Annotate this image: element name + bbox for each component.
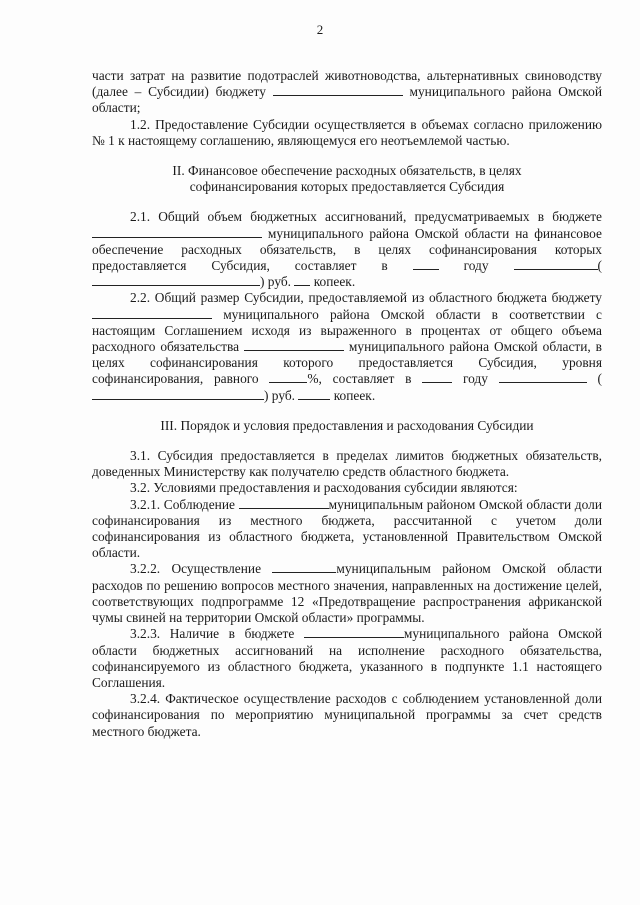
blank-line (499, 371, 587, 383)
paragraph-3-2-1: 3.2.1. Соблюдение муниципальным районом Омской области доли софинансирования из местного бюджета, рассчитанной с учетом доли софинансирования из областного бюджета, установленной Правительством Омской области. (92, 496, 602, 561)
blank-line (244, 339, 344, 351)
paragraph-3-2-4: 3.2.4. Фактическое осуществление расходов с соблюдением установленной доли софинансирования по мероприятию муниципальной программы за счет средств местного бюджета. (92, 691, 602, 739)
blank-line (272, 561, 336, 573)
blank-line (92, 226, 262, 238)
blank-line (269, 371, 307, 383)
blank-line (422, 371, 452, 383)
paragraph-3-2-3: 3.2.3. Наличие в бюджете муниципального района Омской области бюджетных ассигнований на исполнение расходного обязательства, софинансируемого из областного бюджета, указанного в подпункте 1.1 настоящего Соглашения. (92, 626, 602, 690)
blank-line (514, 258, 598, 270)
blank-line (294, 274, 310, 286)
blank-line (298, 388, 330, 400)
paragraph-2-1: 2.1. Общий объем бюджетных ассигнований, предусматриваемых в бюджете муниципального района Омской области на финансовое обеспечение расходных обязательств, в целях софинансирования которых предоставляется Субсидия, составляет в году () руб. копеек. (92, 209, 602, 290)
blank-line (92, 274, 260, 286)
blank-line (304, 626, 404, 638)
paragraph-intro: части затрат на развитие подотраслей животноводства, альтернативных свиноводству (далее – Субсидии) бюджету муниципального района Омской области; (92, 68, 602, 116)
blank-line (239, 497, 329, 509)
paragraph-2-2: 2.2. Общий размер Субсидии, предоставляемой из областного бюджета бюджету муниципального района Омской области в соответствии с настоящим Соглашением исходя из выраженного в процентах от общего объема расходного обязательства муниципального района Омской области, в целях софинансирования которого предоставляется Субсидия, уровня софинансирования, равного %, составляет в году () руб. копеек. (92, 290, 602, 403)
paragraph-3-2-2: 3.2.2. Осуществление муниципальным районом Омской области расходов по решению вопросов местного значения, направленных на достижение целей, соответствующих подпрограмме 12 «Предотвращение распространения африканской чумы свиней на территории Омской области» программы. (92, 561, 602, 626)
document-body (92, 68, 602, 740)
blank-line (273, 84, 403, 96)
blank-line (92, 388, 264, 400)
paragraph-3-2: 3.2. Условиями предоставления и расходования субсидии являются: (130, 480, 518, 496)
section-heading-2: II. Финансовое обеспечение расходных обязательств, в целях софинансирования которых предоставляется Субсидия (172, 163, 522, 195)
page-number: 2 (316, 22, 324, 37)
paragraph-1-2: 1.2. Предоставление Субсидии осуществляется в объемах согласно приложению № 1 к настоящему соглашению, являющемуся его неотъемлемой частью. (92, 116, 602, 148)
blank-line (413, 258, 439, 270)
paragraph-3-1: 3.1. Субсидия предоставляется в пределах лимитов бюджетных обязательств, доведенных Министерству как получателю средств областного бюджета. (92, 448, 602, 480)
blank-line (92, 307, 212, 319)
section-heading-3: III. Порядок и условия предоставления и расходования Субсидии (160, 417, 534, 433)
